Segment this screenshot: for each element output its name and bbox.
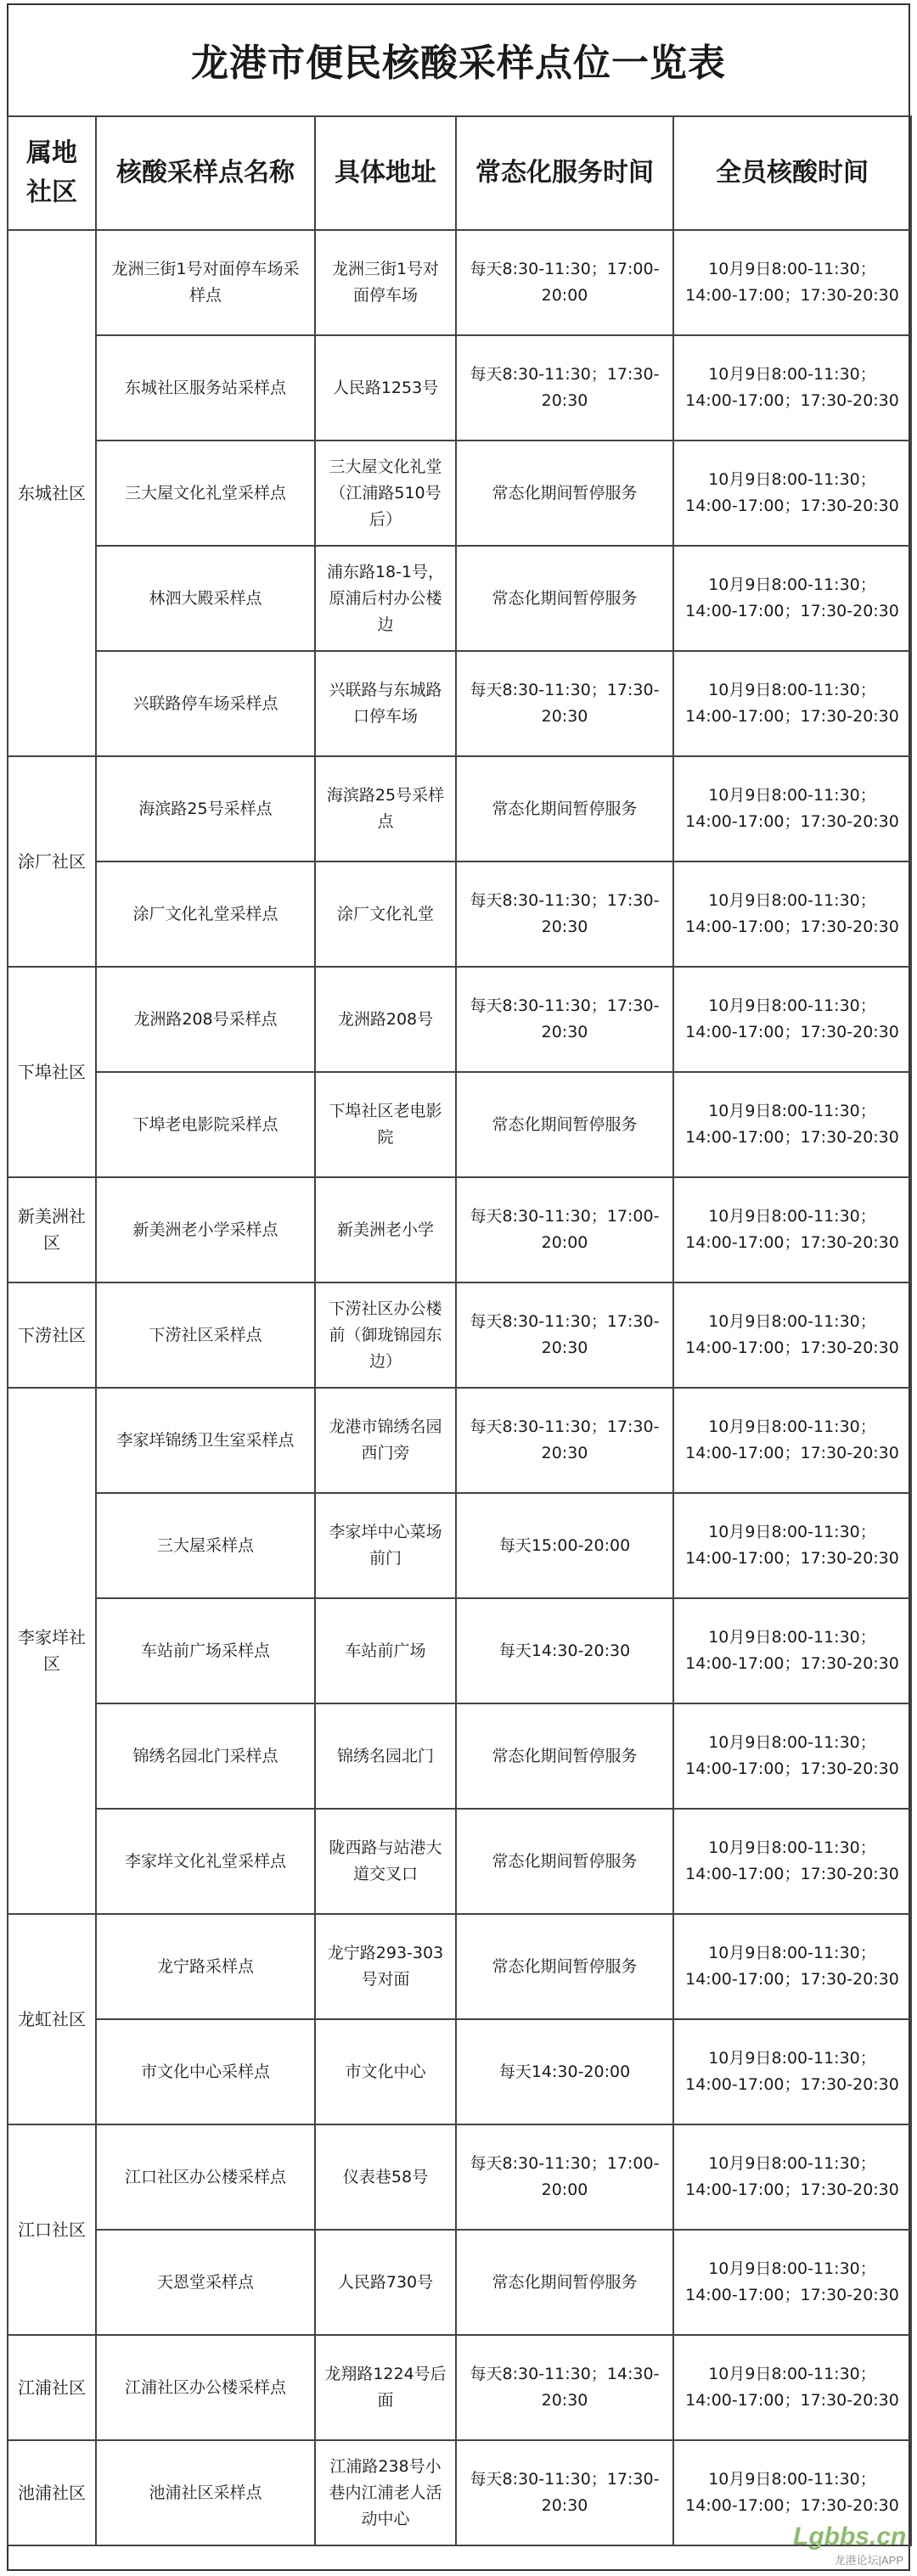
address-cell: 人民路730号 (315, 2230, 456, 2335)
mass-testing-hours-cell: 10月9日8:00-11:30；14:00-17:00；17:30-20:30 (673, 2440, 911, 2545)
mass-testing-hours-cell: 10月9日8:00-11:30；14:00-17:00；17:30-20:30 (673, 651, 911, 756)
routine-hours-cell: 常态化期间暂停服务 (456, 546, 673, 651)
routine-hours-cell: 每天15:00-20:00 (456, 1493, 673, 1598)
table-row (8, 1598, 911, 1703)
watermark (793, 2523, 907, 2568)
table-row (8, 861, 911, 967)
table-row (8, 756, 911, 861)
site-name-cell: 三大屋采样点 (96, 1493, 315, 1598)
address-cell: 海滨路25号采样点 (315, 756, 456, 861)
table-row (8, 2124, 911, 2230)
mass-testing-hours-cell: 10月9日8:00-11:30；14:00-17:00；17:30-20:30 (673, 546, 911, 651)
routine-hours-cell: 每天8:30-11:30；17:00-20:00 (456, 230, 673, 335)
table-row (8, 2440, 911, 2545)
table-row (8, 651, 911, 756)
table-row (8, 441, 911, 546)
header-address: 具体地址 (315, 116, 456, 230)
routine-hours-cell: 常态化期间暂停服务 (456, 756, 673, 861)
table-row (8, 2335, 911, 2440)
routine-hours-cell: 每天8:30-11:30；17:30-20:30 (456, 651, 673, 756)
table-row (8, 2230, 911, 2335)
table-row (8, 967, 911, 1072)
table-row (8, 2019, 911, 2124)
routine-hours-cell: 常态化期间暂停服务 (456, 2230, 673, 2335)
routine-hours-cell: 每天8:30-11:30；14:30-20:30 (456, 2335, 673, 2440)
community-cell: 涂厂社区 (8, 756, 96, 967)
address-cell: 江浦路238号小巷内江浦老人活动中心 (315, 2440, 456, 2545)
community-cell: 下埠社区 (8, 967, 96, 1177)
site-name-cell: 林泗大殿采样点 (96, 546, 315, 651)
address-cell: 新美洲老小学 (315, 1177, 456, 1282)
mass-testing-hours-cell: 10月9日8:00-11:30；14:00-17:00；17:30-20:30 (673, 861, 911, 967)
site-name-cell: 下埠老电影院采样点 (96, 1072, 315, 1177)
mass-testing-hours-cell: 10月9日8:00-11:30；14:00-17:00；17:30-20:30 (673, 1177, 911, 1282)
site-name-cell: 龙洲路208号采样点 (96, 967, 315, 1072)
community-cell: 龙虹社区 (8, 1914, 96, 2124)
header-mass-testing-hours: 全员核酸时间 (673, 116, 911, 230)
mass-testing-hours-cell: 10月9日8:00-11:30；14:00-17:00；17:30-20:30 (673, 2335, 911, 2440)
table-row (8, 546, 911, 651)
community-cell: 江口社区 (8, 2124, 96, 2335)
address-cell: 下埠社区老电影院 (315, 1072, 456, 1177)
community-cell: 新美洲社区 (8, 1177, 96, 1282)
routine-hours-cell: 每天8:30-11:30；17:30-20:30 (456, 967, 673, 1072)
address-cell: 锦绣名园北门 (315, 1703, 456, 1809)
table-row (8, 1703, 911, 1809)
site-name-cell: 池浦社区采样点 (96, 2440, 315, 2545)
sampling-sites-table (7, 115, 912, 2546)
table-row (8, 1177, 911, 1282)
site-name-cell: 海滨路25号采样点 (96, 756, 315, 861)
routine-hours-cell: 常态化期间暂停服务 (456, 441, 673, 546)
routine-hours-cell: 每天8:30-11:30；17:00-20:00 (456, 1177, 673, 1282)
table-row (8, 1072, 911, 1177)
site-name-cell: 兴联路停车场采样点 (96, 651, 315, 756)
address-cell: 人民路1253号 (315, 335, 456, 441)
community-cell: 池浦社区 (8, 2440, 96, 2545)
mass-testing-hours-cell: 10月9日8:00-11:30；14:00-17:00；17:30-20:30 (673, 1072, 911, 1177)
address-cell: 陇西路与站港大道交叉口 (315, 1809, 456, 1914)
address-cell: 龙宁路293-303号对面 (315, 1914, 456, 2019)
table-header-row (8, 116, 911, 230)
mass-testing-hours-cell: 10月9日8:00-11:30；14:00-17:00；17:30-20:30 (673, 1282, 911, 1388)
routine-hours-cell: 常态化期间暂停服务 (456, 1072, 673, 1177)
routine-hours-cell: 每天14:30-20:30 (456, 1598, 673, 1703)
table-row (8, 1388, 911, 1493)
mass-testing-hours-cell: 10月9日8:00-11:30；14:00-17:00；17:30-20:30 (673, 1703, 911, 1809)
address-cell: 龙洲三街1号对面停车场 (315, 230, 456, 335)
routine-hours-cell: 每天8:30-11:30；17:30-20:30 (456, 1388, 673, 1493)
site-name-cell: 龙洲三街1号对面停车场采样点 (96, 230, 315, 335)
site-name-cell: 李家垟文化礼堂采样点 (96, 1809, 315, 1914)
routine-hours-cell: 常态化期间暂停服务 (456, 1809, 673, 1914)
community-cell: 李家垟社区 (8, 1388, 96, 1914)
table-row (8, 335, 911, 441)
routine-hours-cell: 每天8:30-11:30；17:00-20:00 (456, 2124, 673, 2230)
mass-testing-hours-cell: 10月9日8:00-11:30；14:00-17:00；17:30-20:30 (673, 756, 911, 861)
community-cell: 下涝社区 (8, 1282, 96, 1388)
mass-testing-hours-cell: 10月9日8:00-11:30；14:00-17:00；17:30-20:30 (673, 967, 911, 1072)
site-name-cell: 新美洲老小学采样点 (96, 1177, 315, 1282)
routine-hours-cell: 常态化期间暂停服务 (456, 1703, 673, 1809)
address-cell: 龙洲路208号 (315, 967, 456, 1072)
address-cell: 车站前广场 (315, 1598, 456, 1703)
routine-hours-cell: 每天14:30-20:00 (456, 2019, 673, 2124)
site-name-cell: 市文化中心采样点 (96, 2019, 315, 2124)
mass-testing-hours-cell: 10月9日8:00-11:30；14:00-17:00；17:30-20:30 (673, 1388, 911, 1493)
routine-hours-cell: 常态化期间暂停服务 (456, 1914, 673, 2019)
mass-testing-hours-cell: 10月9日8:00-11:30；14:00-17:00；17:30-20:30 (673, 441, 911, 546)
mass-testing-hours-cell: 10月9日8:00-11:30；14:00-17:00；17:30-20:30 (673, 1598, 911, 1703)
routine-hours-cell: 每天8:30-11:30；17:30-20:30 (456, 1282, 673, 1388)
header-community: 属地社区 (8, 116, 96, 230)
mass-testing-hours-cell: 10月9日8:00-11:30；14:00-17:00；17:30-20:30 (673, 230, 911, 335)
watermark-logo: Lgbbs.cn (793, 2523, 907, 2551)
mass-testing-hours-cell: 10月9日8:00-11:30；14:00-17:00；17:30-20:30 (673, 2019, 911, 2124)
mass-testing-hours-cell: 10月9日8:00-11:30；14:00-17:00；17:30-20:30 (673, 1914, 911, 2019)
watermark-tagline: 龙港论坛|APP (834, 2554, 903, 2567)
routine-hours-cell: 每天8:30-11:30；17:30-20:30 (456, 335, 673, 441)
mass-testing-hours-cell: 10月9日8:00-11:30；14:00-17:00；17:30-20:30 (673, 335, 911, 441)
address-cell: 仪表巷58号 (315, 2124, 456, 2230)
site-name-cell: 李家垟锦绣卫生室采样点 (96, 1388, 315, 1493)
mass-testing-hours-cell: 10月9日8:00-11:30；14:00-17:00；17:30-20:30 (673, 2230, 911, 2335)
site-name-cell: 锦绣名园北门采样点 (96, 1703, 315, 1809)
table-row (8, 1914, 911, 2019)
site-name-cell: 龙宁路采样点 (96, 1914, 315, 2019)
address-cell: 龙翔路1224号后面 (315, 2335, 456, 2440)
address-cell: 龙港市锦绣名园西门旁 (315, 1388, 456, 1493)
site-name-cell: 三大屋文化礼堂采样点 (96, 441, 315, 546)
mass-testing-hours-cell: 10月9日8:00-11:30；14:00-17:00；17:30-20:30 (673, 2124, 911, 2230)
address-cell: 三大屋文化礼堂（江浦路510号后） (315, 441, 456, 546)
table-row (8, 1282, 911, 1388)
address-cell: 兴联路与东城路口停车场 (315, 651, 456, 756)
address-cell: 涂厂文化礼堂 (315, 861, 456, 967)
address-cell: 下涝社区办公楼前（御珑锦园东边） (315, 1282, 456, 1388)
page-title: 龙港市便民核酸采样点位一览表 (191, 42, 726, 85)
table-row (8, 1493, 911, 1598)
table-body (8, 230, 911, 2545)
mass-testing-hours-cell: 10月9日8:00-11:30；14:00-17:00；17:30-20:30 (673, 1493, 911, 1598)
community-cell: 江浦社区 (8, 2335, 96, 2440)
address-cell: 市文化中心 (315, 2019, 456, 2124)
mass-testing-hours-cell: 10月9日8:00-11:30；14:00-17:00；17:30-20:30 (673, 1809, 911, 1914)
site-name-cell: 涂厂文化礼堂采样点 (96, 861, 315, 967)
routine-hours-cell: 每天8:30-11:30；17:30-20:30 (456, 2440, 673, 2545)
header-routine-hours: 常态化服务时间 (456, 116, 673, 230)
site-name-cell: 天恩堂采样点 (96, 2230, 315, 2335)
header-site-name: 核酸采样点名称 (96, 116, 315, 230)
table-row (8, 230, 911, 335)
site-name-cell: 下涝社区采样点 (96, 1282, 315, 1388)
routine-hours-cell: 每天8:30-11:30；17:30-20:30 (456, 861, 673, 967)
address-cell: 李家垟中心菜场前门 (315, 1493, 456, 1598)
site-name-cell: 东城社区服务站采样点 (96, 335, 315, 441)
site-name-cell: 江口社区办公楼采样点 (96, 2124, 315, 2230)
community-cell: 东城社区 (8, 230, 96, 756)
address-cell: 浦东路18-1号，原浦后村办公楼边 (315, 546, 456, 651)
site-name-cell: 江浦社区办公楼采样点 (96, 2335, 315, 2440)
table-row (8, 1809, 911, 1914)
site-name-cell: 车站前广场采样点 (96, 1598, 315, 1703)
